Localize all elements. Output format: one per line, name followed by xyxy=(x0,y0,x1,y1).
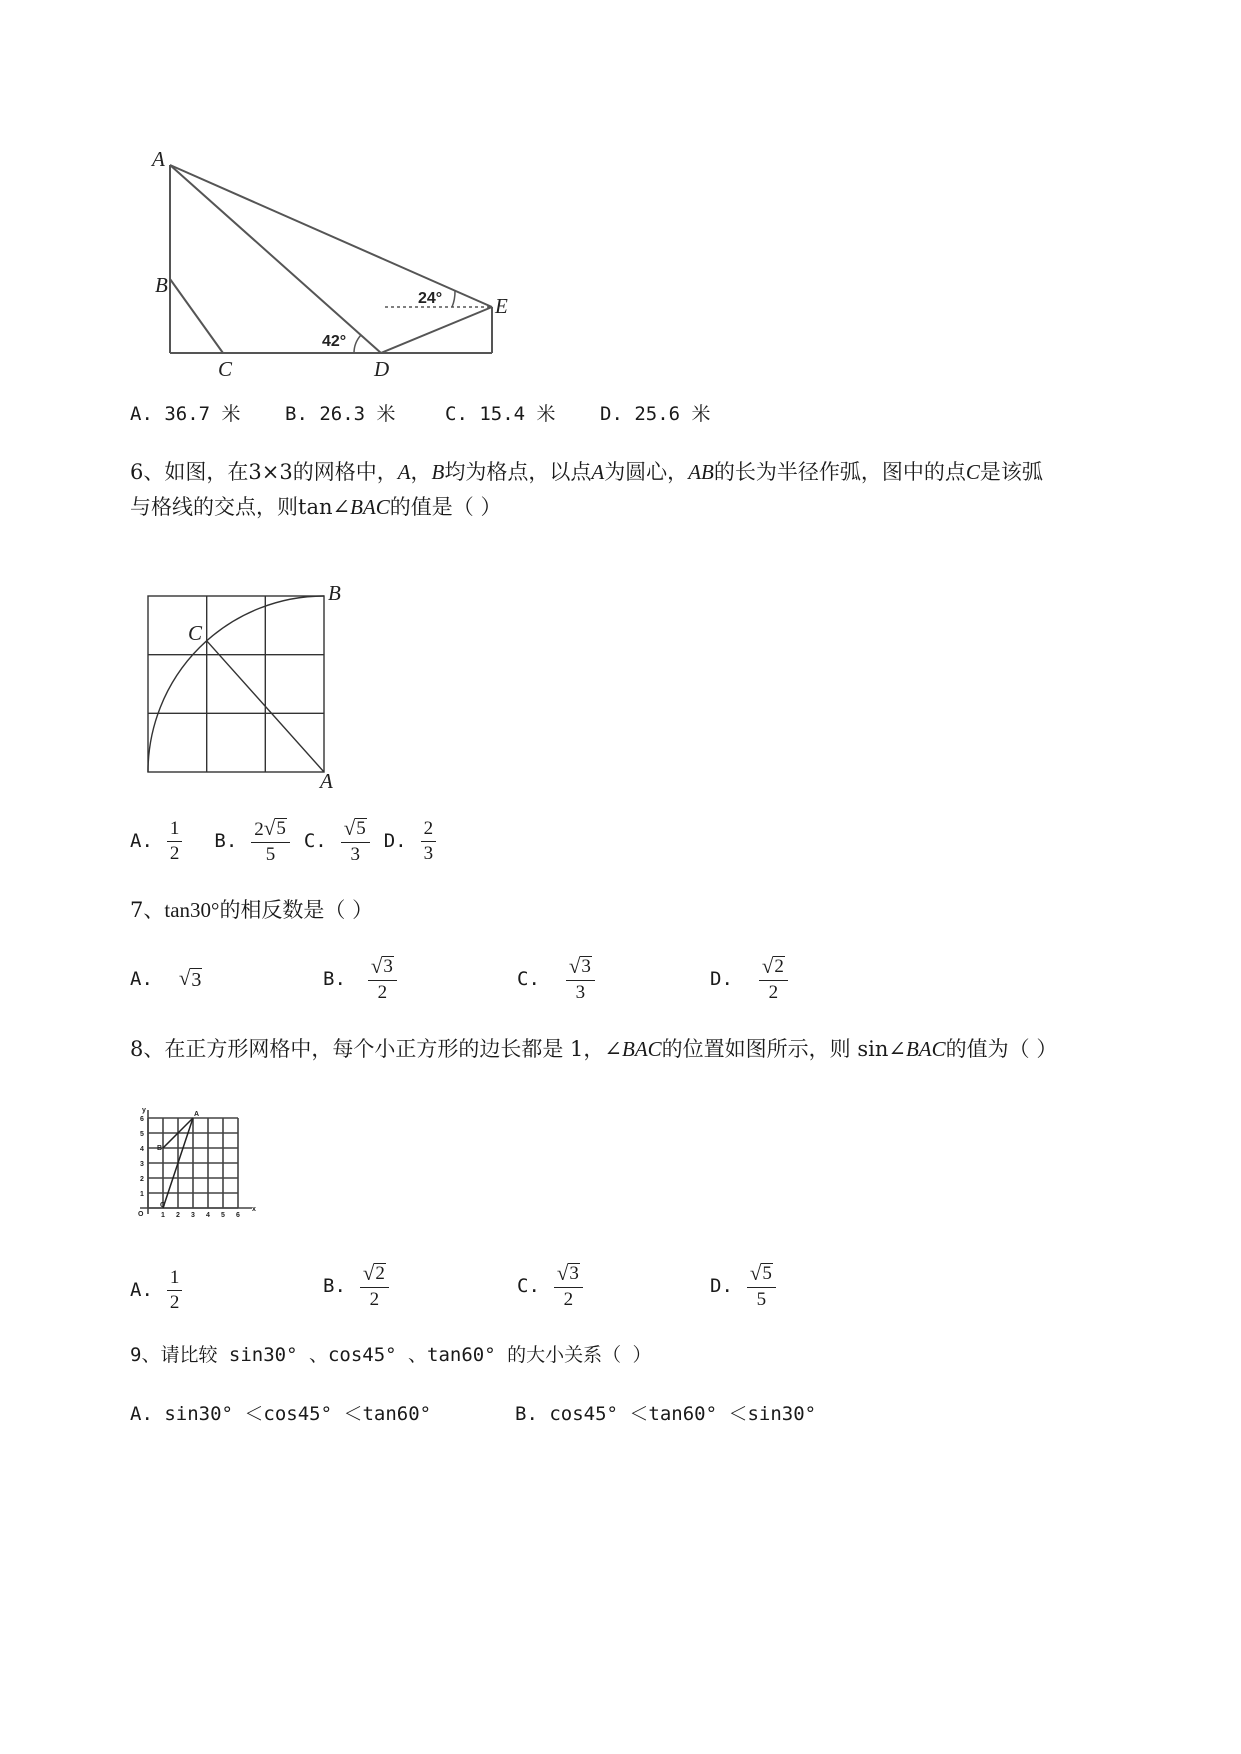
q8-option-b[interactable]: B. √ 2 2 xyxy=(323,1263,389,1310)
angle-e-label: 24° xyxy=(418,290,443,307)
label-c: C xyxy=(188,621,203,645)
point-b-label: B xyxy=(157,1145,163,1152)
q5-option-d[interactable]: D. 25.6 米 xyxy=(600,403,711,425)
y-tick-label: 3 xyxy=(140,1161,144,1168)
q5-option-c[interactable]: C. 15.4 米 xyxy=(445,403,556,425)
segment-bc xyxy=(170,279,223,353)
label-c: C xyxy=(218,357,233,381)
q6-option-a-label[interactable]: A. xyxy=(130,829,153,852)
x-tick-label: 1 xyxy=(161,1212,165,1219)
q7-option-b[interactable]: B. √ 3 2 xyxy=(323,956,397,1003)
q9-question: 9、请比较 sin30° 、cos45° 、tan60° 的大小关系（ ） xyxy=(130,1344,652,1366)
q5-figure xyxy=(140,140,540,390)
q6-options xyxy=(130,818,436,865)
q8-option-c[interactable]: C. √ 3 2 xyxy=(517,1263,583,1310)
q6-line-2: 与格线的交点，则tan∠BAC的值是（ ） xyxy=(130,495,502,519)
q6-option-d-value[interactable]: $\frac{2}{3}$ xyxy=(421,819,437,864)
x-tick-label: 5 xyxy=(221,1212,225,1219)
angle-d-label: 42° xyxy=(322,333,347,350)
y-axis-label: y xyxy=(142,1107,146,1114)
q6-option-b-value[interactable]: 2 √ 5 5 xyxy=(251,818,290,865)
grid-border xyxy=(148,596,324,772)
q7-option-d[interactable]: D. √ 2 2 xyxy=(710,956,788,1003)
q9-option-a[interactable]: A. sin30° ＜cos45° ＜tan60° xyxy=(130,1403,432,1425)
q9-option-b[interactable]: B. cos45° ＜tan60° ＜sin30° xyxy=(515,1403,817,1425)
point-a-label: A xyxy=(194,1111,200,1118)
x-tick-label: 3 xyxy=(191,1212,195,1219)
q6-option-d-label[interactable]: D. xyxy=(383,829,407,852)
x-axis-label: x xyxy=(252,1206,256,1213)
q6-option-c-label[interactable]: C. xyxy=(303,829,327,852)
segment-de xyxy=(381,307,492,353)
x-tick-label: 2 xyxy=(176,1212,180,1219)
y-tick-label: 4 xyxy=(140,1146,144,1153)
label-a: A xyxy=(320,769,333,793)
label-a: A xyxy=(152,147,165,171)
q8-option-d[interactable]: D. √ 5 5 xyxy=(710,1263,776,1310)
label-d: D xyxy=(374,357,390,381)
y-tick-label: 6 xyxy=(140,1116,144,1123)
y-tick-label: 5 xyxy=(140,1131,144,1138)
q5-option-a[interactable]: A. 36.7 米 xyxy=(130,403,241,425)
q7-option-a[interactable]: A. √ 3 xyxy=(130,966,202,991)
q6-option-c-value[interactable]: √ 5 3 xyxy=(341,818,370,865)
q7-question: 7、tan30°的相反数是（ ） xyxy=(130,898,374,922)
origin-label: O xyxy=(138,1211,144,1218)
q6-line-1: 6、如图，在3×3的网格中，A，B均为格点，以点A为圆心，AB的长为半径作弧，图中的点C是该弧 xyxy=(130,460,1043,484)
q8-question: 8、在正方形网格中，每个小正方形的边长都是 1，∠BAC的位置如图所示，则 sin∠BAC的值为（ ） xyxy=(130,1037,1058,1061)
arc-bc xyxy=(148,596,324,772)
q8-figure xyxy=(130,1098,260,1220)
point-c-label: C xyxy=(160,1202,166,1209)
q6-figure xyxy=(140,578,360,794)
x-tick-label: 6 xyxy=(236,1212,240,1219)
x-tick-label: 4 xyxy=(206,1212,210,1219)
y-tick-label: 2 xyxy=(140,1176,144,1183)
segment-ae xyxy=(170,165,492,307)
q8-option-a[interactable]: A. $\frac{1}{2}$ xyxy=(130,1268,182,1313)
q7-option-c[interactable]: C. √ 3 3 xyxy=(517,956,595,1003)
label-b: B xyxy=(155,273,168,297)
q6-option-a-value[interactable]: $\frac{1}{2}$ xyxy=(167,819,183,864)
q5-option-b[interactable]: B. 26.3 米 xyxy=(285,403,396,425)
label-b: B xyxy=(328,581,341,605)
angle-arc-d xyxy=(354,335,361,353)
label-e: E xyxy=(495,294,508,318)
angle-arc-e xyxy=(452,291,455,307)
y-tick-label: 1 xyxy=(140,1191,144,1198)
q6-option-b-label[interactable]: B. xyxy=(214,829,238,852)
